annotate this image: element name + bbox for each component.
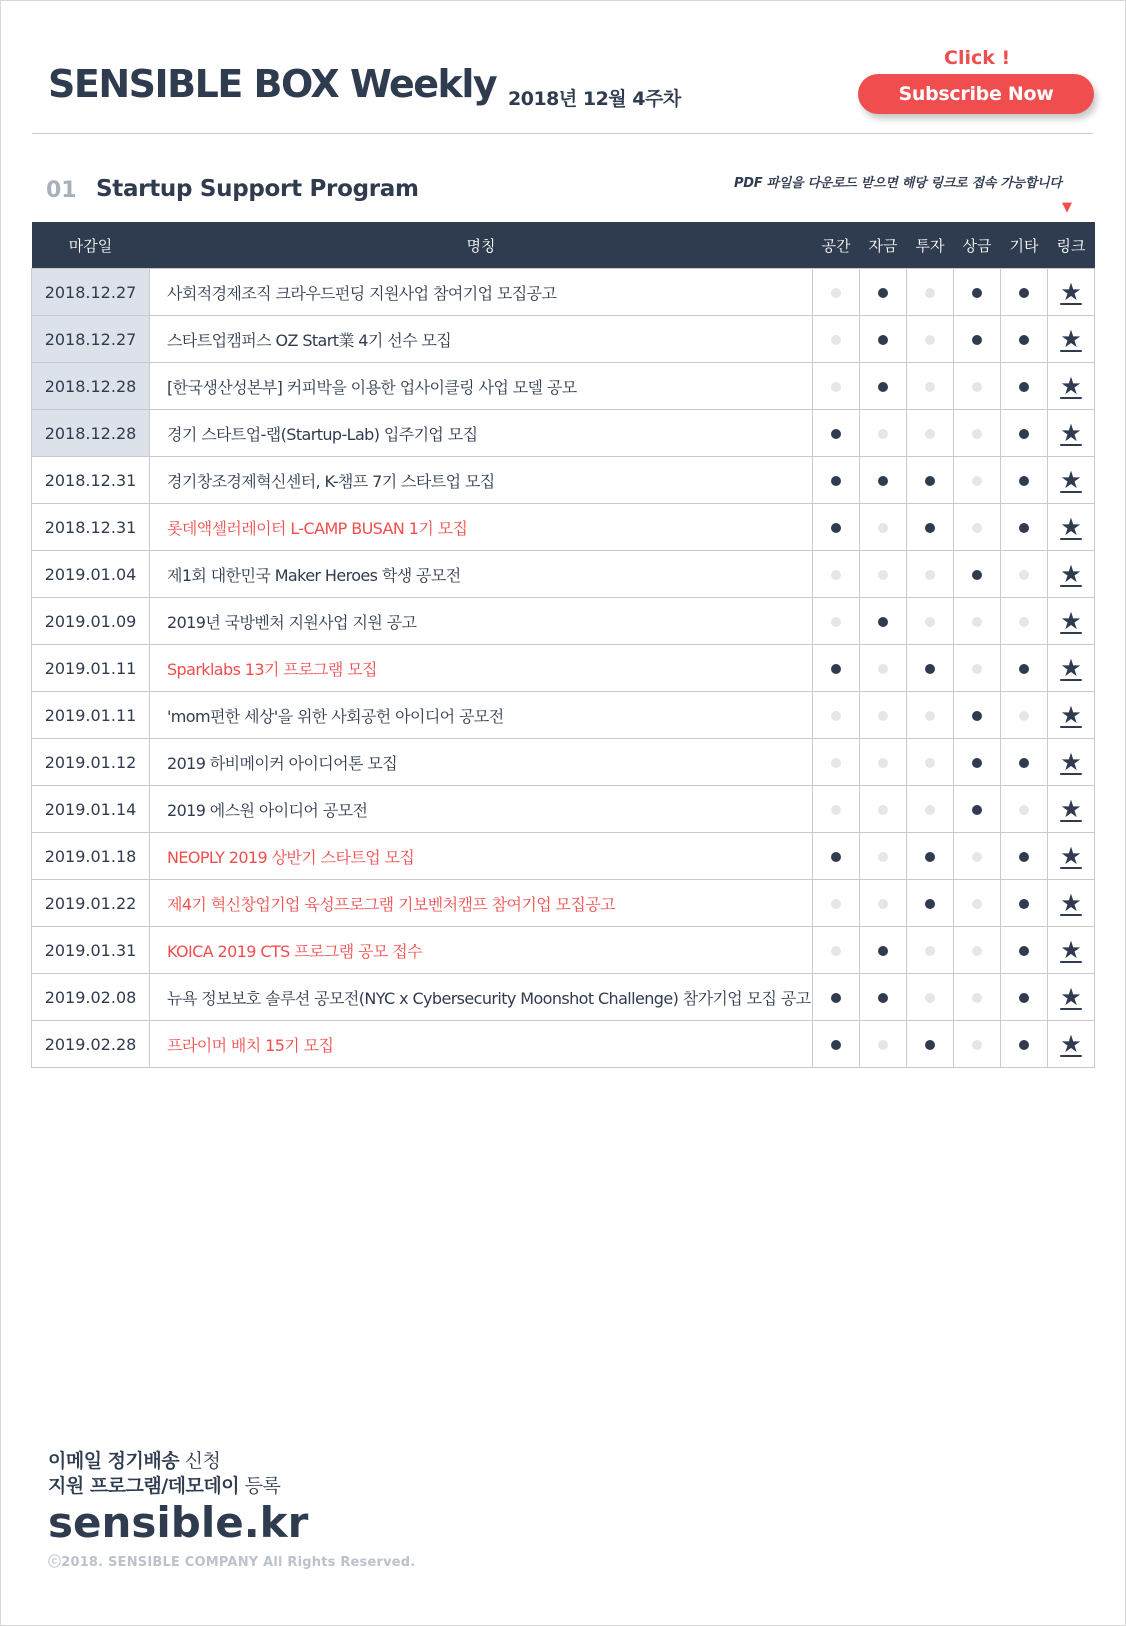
empty-dot-icon [878, 664, 888, 674]
row-program-name: KOICA 2019 CTS 프로그램 공모 접수 [150, 927, 813, 974]
row-program-name: 스타트업캠퍼스 OZ Start業 4기 선수 모집 [150, 316, 813, 363]
row-invest-cell [907, 880, 954, 927]
filled-dot-icon [1019, 852, 1029, 862]
table-row [32, 645, 1095, 692]
row-deadline: 2019.02.28 [32, 1021, 150, 1068]
footer-email-bold: 이메일 정기배송 [48, 1450, 180, 1472]
row-prize-cell [954, 316, 1001, 363]
empty-dot-icon [831, 617, 841, 627]
row-etc-cell [1001, 692, 1048, 739]
row-space-cell [813, 974, 860, 1021]
empty-dot-icon [831, 946, 841, 956]
empty-dot-icon [831, 570, 841, 580]
empty-dot-icon [972, 476, 982, 486]
filled-dot-icon [925, 523, 935, 533]
row-deadline: 2019.01.18 [32, 833, 150, 880]
empty-dot-icon [925, 570, 935, 580]
row-link-cell [1048, 974, 1095, 1021]
row-program-name: 뉴욕 정보보호 솔루션 공모전(NYC x Cybersecurity Moonshot Challenge) 참가기업 모집 공고 [150, 974, 813, 1021]
empty-dot-icon [925, 711, 935, 721]
empty-dot-icon [878, 429, 888, 439]
empty-dot-icon [831, 335, 841, 345]
empty-dot-icon [925, 946, 935, 956]
row-fund-cell [860, 927, 907, 974]
row-link-cell [1048, 410, 1095, 457]
row-etc-cell [1001, 927, 1048, 974]
empty-dot-icon [925, 335, 935, 345]
empty-dot-icon [925, 805, 935, 815]
empty-dot-icon [972, 899, 982, 909]
row-space-cell [813, 457, 860, 504]
empty-dot-icon [1019, 711, 1029, 721]
row-link-cell [1048, 927, 1095, 974]
empty-dot-icon [972, 664, 982, 674]
copyright: ⓒ2018. SENSIBLE COMPANY All Rights Reserved. [48, 1555, 416, 1570]
row-program-name: 2019 하비메이커 아이디어톤 모집 [150, 739, 813, 786]
row-etc-cell [1001, 363, 1048, 410]
row-link-cell [1048, 645, 1095, 692]
table-row [32, 504, 1095, 551]
row-prize-cell [954, 927, 1001, 974]
row-program-name: NEOPLY 2019 상반기 스타트업 모집 [150, 833, 813, 880]
filled-dot-icon [1019, 946, 1029, 956]
star-link-icon[interactable]: ★ [1060, 419, 1082, 447]
table-row [32, 880, 1095, 927]
empty-dot-icon [878, 523, 888, 533]
row-program-name: [한국생산성본부] 커피박을 이용한 업사이클링 사업 모델 공모 [150, 363, 813, 410]
filled-dot-icon [831, 852, 841, 862]
row-space-cell [813, 410, 860, 457]
filled-dot-icon [972, 570, 982, 580]
row-prize-cell [954, 1021, 1001, 1068]
star-link-icon[interactable]: ★ [1060, 701, 1082, 729]
row-prize-cell [954, 645, 1001, 692]
filled-dot-icon [1019, 429, 1029, 439]
row-space-cell [813, 316, 860, 363]
filled-dot-icon [831, 429, 841, 439]
empty-dot-icon [831, 899, 841, 909]
table-row [32, 927, 1095, 974]
row-prize-cell [954, 833, 1001, 880]
row-program-name: 2019 에스원 아이디어 공모전 [150, 786, 813, 833]
filled-dot-icon [925, 476, 935, 486]
row-etc-cell [1001, 504, 1048, 551]
row-invest-cell [907, 363, 954, 410]
filled-dot-icon [1019, 993, 1029, 1003]
filled-dot-icon [1019, 758, 1029, 768]
filled-dot-icon [831, 476, 841, 486]
filled-dot-icon [972, 711, 982, 721]
col-header-etc: 기타 [1001, 222, 1048, 269]
empty-dot-icon [878, 711, 888, 721]
row-program-name: 롯데액셀러레이터 L-CAMP BUSAN 1기 모집 [150, 504, 813, 551]
row-deadline: 2019.02.08 [32, 974, 150, 1021]
empty-dot-icon [972, 1040, 982, 1050]
row-prize-cell [954, 974, 1001, 1021]
row-invest-cell [907, 269, 954, 316]
col-header-date: 마감일 [32, 222, 150, 269]
row-prize-cell [954, 739, 1001, 786]
table-header-row [32, 222, 1095, 269]
empty-dot-icon [925, 382, 935, 392]
empty-dot-icon [1019, 805, 1029, 815]
row-program-name: 프라이머 배치 15기 모집 [150, 1021, 813, 1068]
row-etc-cell [1001, 739, 1048, 786]
empty-dot-icon [972, 946, 982, 956]
row-deadline: 2019.01.04 [32, 551, 150, 598]
row-fund-cell [860, 598, 907, 645]
row-fund-cell [860, 504, 907, 551]
row-prize-cell [954, 269, 1001, 316]
empty-dot-icon [878, 758, 888, 768]
table-row [32, 363, 1095, 410]
down-arrow-icon: ▼ [1062, 200, 1072, 215]
row-invest-cell [907, 927, 954, 974]
row-program-name: 제1회 대한민국 Maker Heroes 학생 공모전 [150, 551, 813, 598]
filled-dot-icon [1019, 476, 1029, 486]
row-fund-cell [860, 363, 907, 410]
footer-register-line [48, 1471, 280, 1498]
row-invest-cell [907, 645, 954, 692]
filled-dot-icon [831, 523, 841, 533]
star-link-icon[interactable]: ★ [1060, 748, 1082, 776]
row-space-cell [813, 598, 860, 645]
row-invest-cell [907, 316, 954, 363]
row-fund-cell [860, 457, 907, 504]
filled-dot-icon [925, 852, 935, 862]
row-invest-cell [907, 410, 954, 457]
empty-dot-icon [972, 382, 982, 392]
row-fund-cell [860, 880, 907, 927]
table-row [32, 974, 1095, 1021]
row-invest-cell [907, 551, 954, 598]
row-program-name: 'mom편한 세상'을 위한 사회공헌 아이디어 공모전 [150, 692, 813, 739]
row-link-cell [1048, 692, 1095, 739]
row-program-name: 사회적경제조직 크라우드펀딩 지원사업 참여기업 모집공고 [150, 269, 813, 316]
empty-dot-icon [831, 758, 841, 768]
row-prize-cell [954, 504, 1001, 551]
row-etc-cell [1001, 316, 1048, 363]
row-fund-cell [860, 739, 907, 786]
empty-dot-icon [925, 617, 935, 627]
row-space-cell [813, 1021, 860, 1068]
empty-dot-icon [831, 805, 841, 815]
filled-dot-icon [1019, 664, 1029, 674]
row-fund-cell [860, 410, 907, 457]
table-row [32, 410, 1095, 457]
row-invest-cell [907, 598, 954, 645]
table-row [32, 598, 1095, 645]
table-row [32, 316, 1095, 363]
row-deadline: 2019.01.31 [32, 927, 150, 974]
filled-dot-icon [972, 335, 982, 345]
row-prize-cell [954, 692, 1001, 739]
footer-register-bold: 지원 프로그램/데모데이 [48, 1475, 240, 1497]
row-prize-cell [954, 786, 1001, 833]
filled-dot-icon [878, 946, 888, 956]
row-deadline: 2018.12.28 [32, 410, 150, 457]
table-row [32, 833, 1095, 880]
filled-dot-icon [878, 335, 888, 345]
row-space-cell [813, 692, 860, 739]
row-space-cell [813, 927, 860, 974]
empty-dot-icon [831, 382, 841, 392]
issue-label: 2018년 12월 4주차 [508, 88, 681, 110]
star-link-icon[interactable]: ★ [1060, 278, 1082, 306]
row-space-cell [813, 833, 860, 880]
star-link-icon[interactable]: ★ [1060, 513, 1082, 541]
empty-dot-icon [878, 570, 888, 580]
star-link-icon[interactable]: ★ [1060, 560, 1082, 588]
subscribe-button[interactable]: Subscribe Now [858, 74, 1094, 114]
row-link-cell [1048, 363, 1095, 410]
row-prize-cell [954, 363, 1001, 410]
star-link-icon[interactable]: ★ [1060, 983, 1082, 1011]
row-etc-cell [1001, 598, 1048, 645]
empty-dot-icon [972, 852, 982, 862]
row-link-cell [1048, 786, 1095, 833]
row-invest-cell [907, 504, 954, 551]
filled-dot-icon [878, 617, 888, 627]
filled-dot-icon [831, 1040, 841, 1050]
row-invest-cell [907, 974, 954, 1021]
empty-dot-icon [972, 429, 982, 439]
empty-dot-icon [972, 993, 982, 1003]
row-space-cell [813, 880, 860, 927]
filled-dot-icon [878, 476, 888, 486]
row-invest-cell [907, 692, 954, 739]
row-prize-cell [954, 551, 1001, 598]
table-row [32, 692, 1095, 739]
row-deadline: 2018.12.27 [32, 316, 150, 363]
col-header-link: 링크 [1048, 222, 1095, 269]
footer-email-line [48, 1446, 220, 1473]
row-etc-cell [1001, 1021, 1048, 1068]
row-space-cell [813, 786, 860, 833]
row-link-cell [1048, 504, 1095, 551]
table-row [32, 786, 1095, 833]
empty-dot-icon [831, 288, 841, 298]
row-etc-cell [1001, 551, 1048, 598]
row-fund-cell [860, 692, 907, 739]
col-header-name: 명칭 [150, 222, 813, 269]
row-deadline: 2018.12.27 [32, 269, 150, 316]
filled-dot-icon [1019, 335, 1029, 345]
row-program-name: 제4기 혁신창업기업 육성프로그램 기보벤처캠프 참여기업 모집공고 [150, 880, 813, 927]
row-link-cell [1048, 316, 1095, 363]
row-prize-cell [954, 880, 1001, 927]
row-link-cell [1048, 598, 1095, 645]
empty-dot-icon [878, 1040, 888, 1050]
section-title: Startup Support Program [96, 176, 419, 202]
row-link-cell [1048, 880, 1095, 927]
filled-dot-icon [1019, 899, 1029, 909]
filled-dot-icon [831, 664, 841, 674]
col-header-space: 공간 [813, 222, 860, 269]
row-deadline: 2019.01.11 [32, 692, 150, 739]
row-deadline: 2019.01.11 [32, 645, 150, 692]
row-space-cell [813, 645, 860, 692]
empty-dot-icon [972, 523, 982, 533]
row-link-cell [1048, 457, 1095, 504]
row-prize-cell [954, 598, 1001, 645]
filled-dot-icon [972, 805, 982, 815]
row-fund-cell [860, 269, 907, 316]
row-program-name: 경기 스타트업-랩(Startup-Lab) 입주기업 모집 [150, 410, 813, 457]
empty-dot-icon [878, 852, 888, 862]
row-link-cell [1048, 739, 1095, 786]
row-space-cell [813, 551, 860, 598]
row-deadline: 2018.12.31 [32, 504, 150, 551]
star-link-icon[interactable]: ★ [1060, 795, 1082, 823]
col-header-prize: 상금 [954, 222, 1001, 269]
filled-dot-icon [925, 899, 935, 909]
empty-dot-icon [925, 993, 935, 1003]
row-deadline: 2018.12.31 [32, 457, 150, 504]
row-etc-cell [1001, 833, 1048, 880]
filled-dot-icon [972, 288, 982, 298]
pdf-note: PDF 파일을 다운로드 받으면 해당 링크로 접속 가능합니다 [734, 176, 1062, 191]
row-space-cell [813, 363, 860, 410]
row-fund-cell [860, 786, 907, 833]
footer-register-rest: 등록 [239, 1475, 281, 1497]
header-divider [32, 133, 1093, 134]
filled-dot-icon [878, 288, 888, 298]
filled-dot-icon [925, 664, 935, 674]
empty-dot-icon [878, 899, 888, 909]
star-link-icon[interactable]: ★ [1060, 325, 1082, 353]
star-link-icon[interactable]: ★ [1060, 842, 1082, 870]
row-program-name: 경기창조경제혁신센터, K-챔프 7기 스타트업 모집 [150, 457, 813, 504]
row-link-cell [1048, 1021, 1095, 1068]
row-invest-cell [907, 457, 954, 504]
row-etc-cell [1001, 974, 1048, 1021]
empty-dot-icon [1019, 570, 1029, 580]
row-fund-cell [860, 833, 907, 880]
row-etc-cell [1001, 269, 1048, 316]
table-row [32, 1021, 1095, 1068]
row-space-cell [813, 504, 860, 551]
row-fund-cell [860, 551, 907, 598]
row-prize-cell [954, 410, 1001, 457]
empty-dot-icon [1019, 617, 1029, 627]
row-etc-cell [1001, 410, 1048, 457]
row-etc-cell [1001, 786, 1048, 833]
table-row [32, 269, 1095, 316]
row-fund-cell [860, 316, 907, 363]
row-deadline: 2019.01.09 [32, 598, 150, 645]
row-prize-cell [954, 457, 1001, 504]
star-link-icon[interactable]: ★ [1060, 654, 1082, 682]
table-row [32, 739, 1095, 786]
star-link-icon[interactable]: ★ [1060, 1030, 1082, 1058]
row-fund-cell [860, 1021, 907, 1068]
empty-dot-icon [925, 288, 935, 298]
row-invest-cell [907, 739, 954, 786]
empty-dot-icon [925, 758, 935, 768]
row-deadline: 2019.01.14 [32, 786, 150, 833]
table-row [32, 551, 1095, 598]
row-etc-cell [1001, 645, 1048, 692]
star-link-icon[interactable]: ★ [1060, 607, 1082, 635]
row-link-cell [1048, 269, 1095, 316]
empty-dot-icon [878, 805, 888, 815]
col-header-invest: 투자 [907, 222, 954, 269]
row-link-cell [1048, 833, 1095, 880]
site-link[interactable]: sensible.kr [48, 1498, 309, 1547]
row-space-cell [813, 739, 860, 786]
program-table [31, 222, 1095, 1068]
filled-dot-icon [925, 1040, 935, 1050]
footer-email-rest: 신청 [179, 1450, 221, 1472]
row-invest-cell [907, 1021, 954, 1068]
row-space-cell [813, 269, 860, 316]
row-fund-cell [860, 974, 907, 1021]
filled-dot-icon [972, 758, 982, 768]
filled-dot-icon [1019, 382, 1029, 392]
row-deadline: 2019.01.22 [32, 880, 150, 927]
row-program-name: Sparklabs 13기 프로그램 모집 [150, 645, 813, 692]
section-number: 01 [46, 178, 77, 203]
row-deadline: 2019.01.12 [32, 739, 150, 786]
table-row [32, 457, 1095, 504]
empty-dot-icon [831, 711, 841, 721]
star-link-icon[interactable]: ★ [1060, 372, 1082, 400]
row-invest-cell [907, 833, 954, 880]
filled-dot-icon [878, 993, 888, 1003]
row-etc-cell [1001, 457, 1048, 504]
star-link-icon[interactable]: ★ [1060, 936, 1082, 964]
row-etc-cell [1001, 880, 1048, 927]
star-link-icon[interactable]: ★ [1060, 466, 1082, 494]
filled-dot-icon [831, 993, 841, 1003]
row-program-name: 2019년 국방벤처 지원사업 지원 공고 [150, 598, 813, 645]
filled-dot-icon [1019, 1040, 1029, 1050]
row-deadline: 2018.12.28 [32, 363, 150, 410]
row-fund-cell [860, 645, 907, 692]
filled-dot-icon [878, 382, 888, 392]
empty-dot-icon [972, 617, 982, 627]
filled-dot-icon [1019, 523, 1029, 533]
col-header-fund: 자금 [860, 222, 907, 269]
star-link-icon[interactable]: ★ [1060, 889, 1082, 917]
empty-dot-icon [925, 429, 935, 439]
click-label: Click ! [944, 47, 1011, 69]
row-link-cell [1048, 551, 1095, 598]
newsletter-title: SENSIBLE BOX Weekly [48, 62, 497, 106]
row-invest-cell [907, 786, 954, 833]
filled-dot-icon [1019, 288, 1029, 298]
